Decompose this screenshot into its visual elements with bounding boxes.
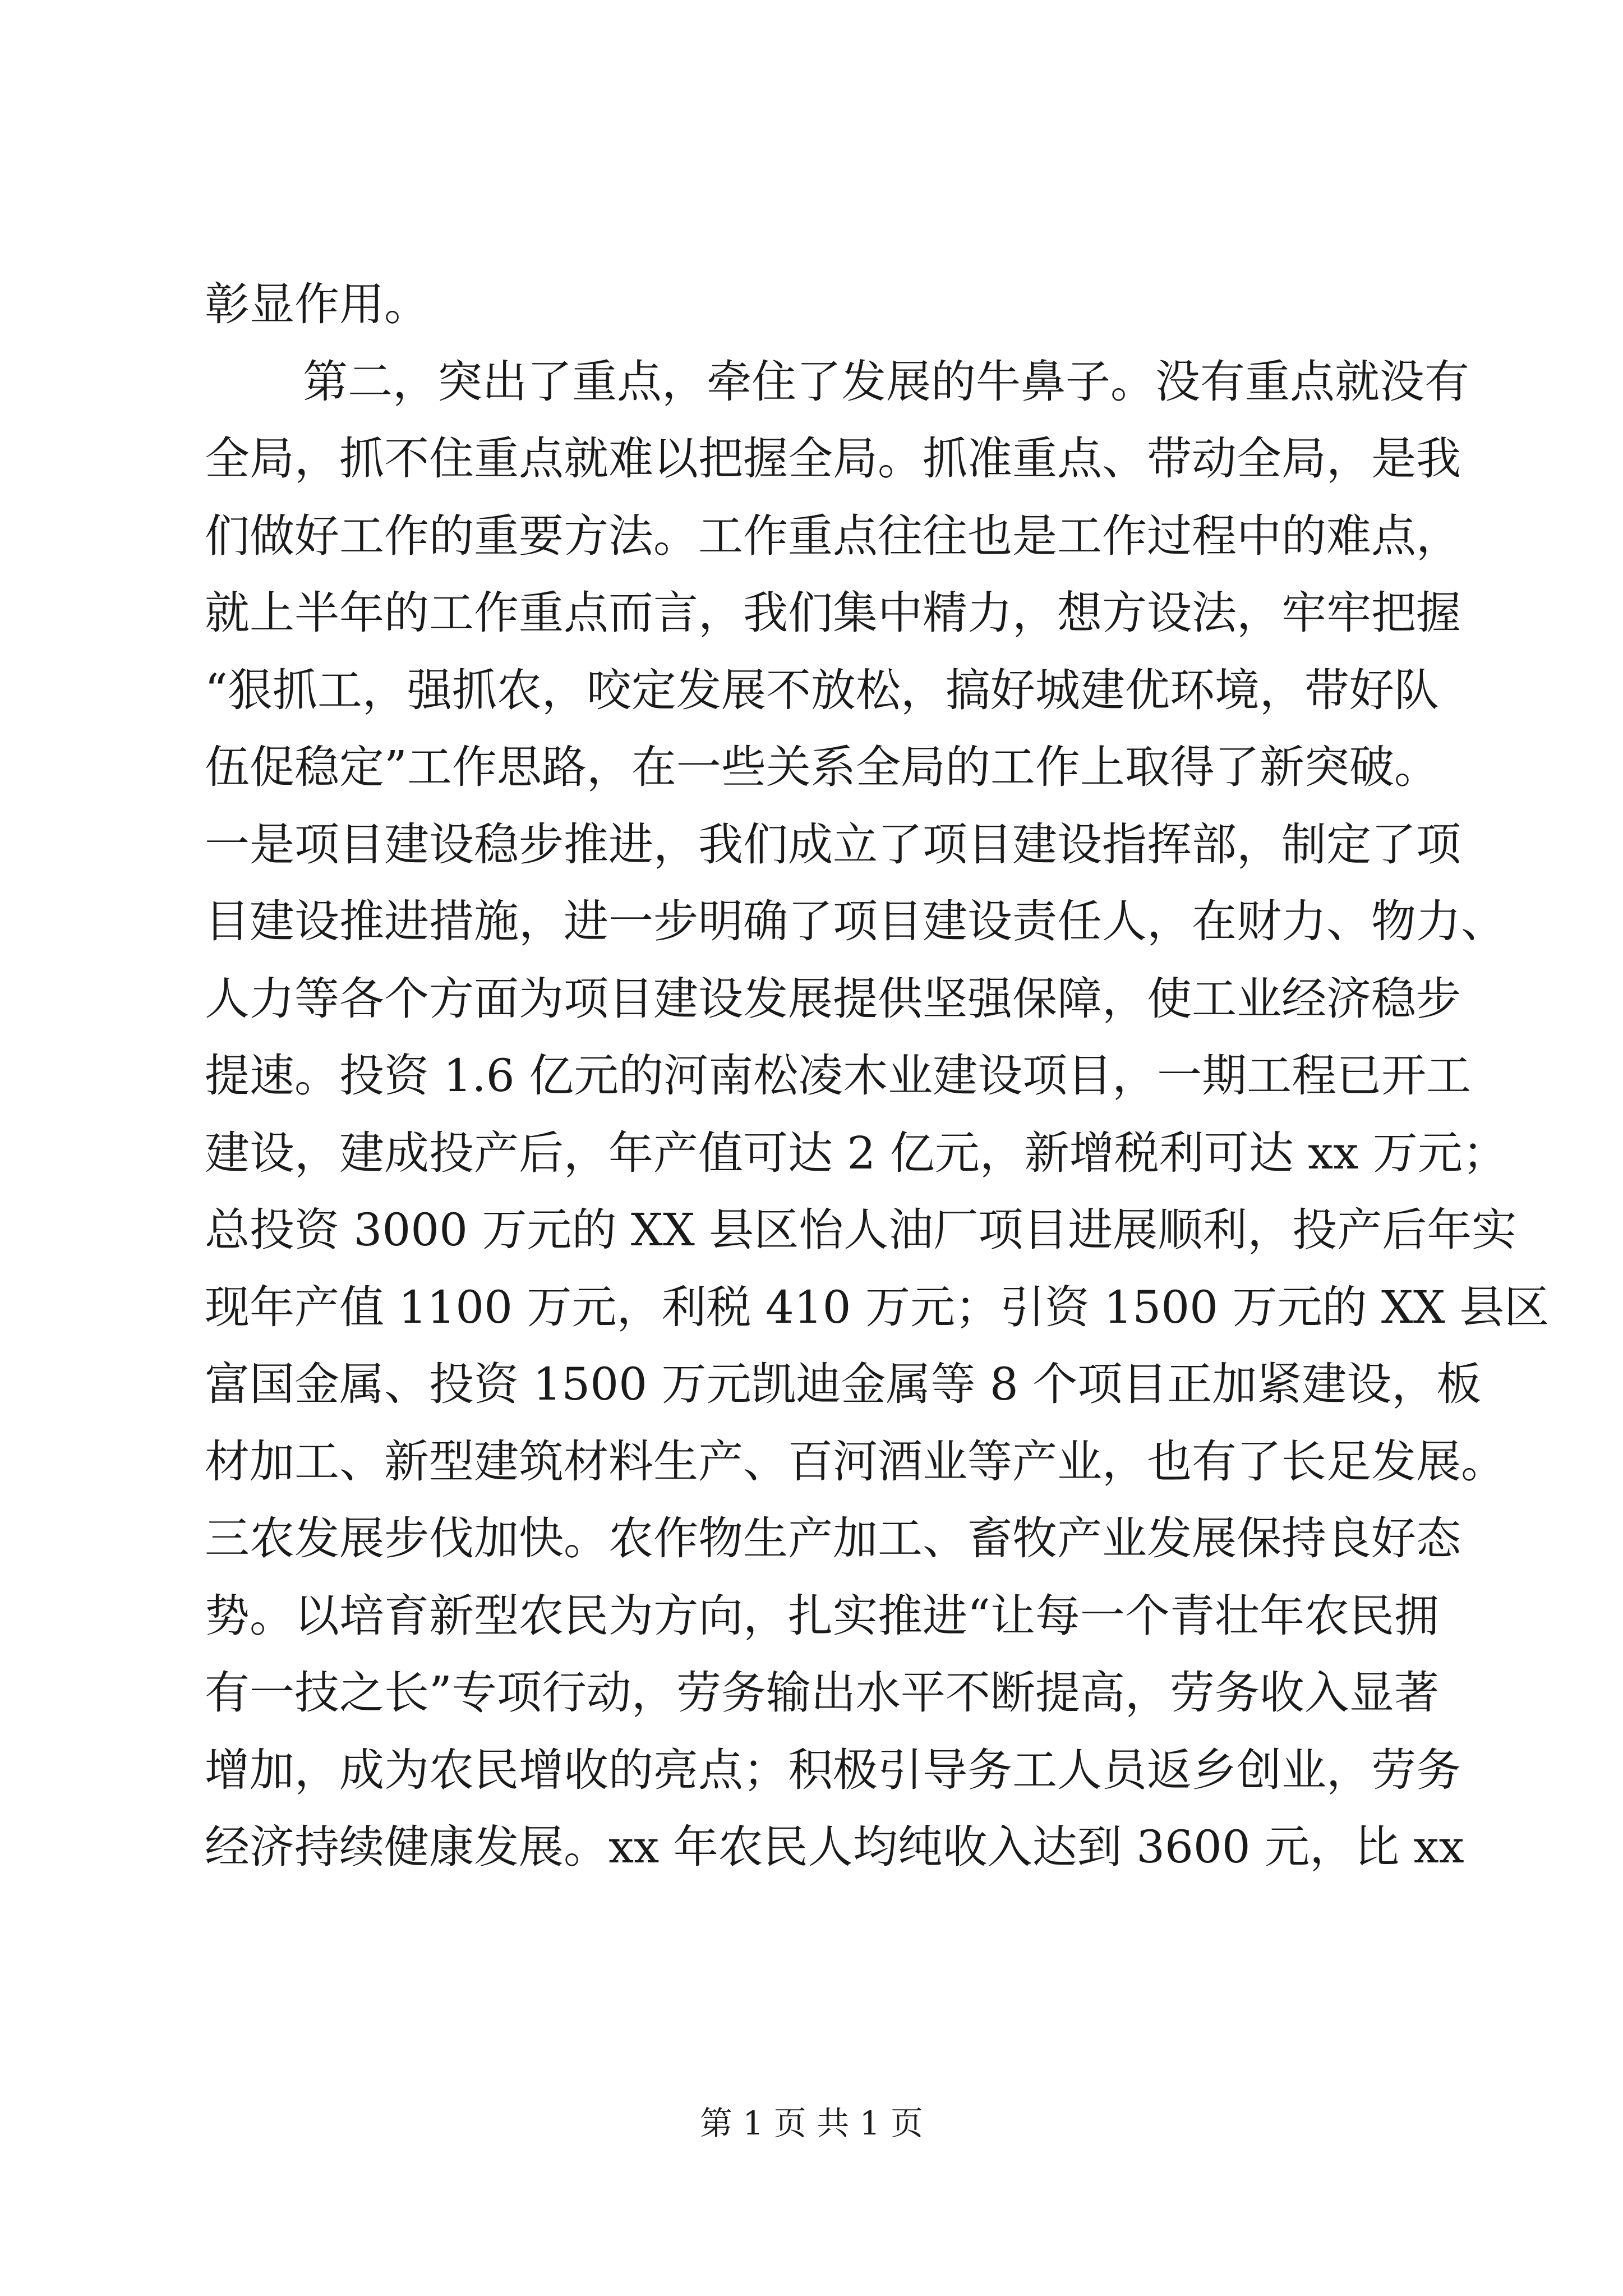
text-line: 彰显作用。 bbox=[205, 278, 429, 330]
text-line: 第二，突出了重点，牵住了发展的牛鼻子。没有重点就没有 bbox=[303, 355, 1469, 408]
text-line: 建设，建成投产后，年产值可达 2 亿元，新增税利可达 xx 万元； bbox=[205, 1126, 1507, 1179]
text-line: 经济持续健康发展。xx 年农民人均纯收入达到 3600 元，比 xx bbox=[205, 1821, 1464, 1873]
text-line: 目建设推进措施，进一步明确了项目建设责任人，在财力、物力、 bbox=[205, 895, 1506, 947]
text-line: 三农发展步伐加快。农作物生产加工、畜牧产业发展保持良好态 bbox=[205, 1512, 1461, 1565]
body-text bbox=[205, 266, 1550, 1886]
text-line: 全局，抓不住重点就难以把握全局。抓准重点、带动全局，是我 bbox=[205, 432, 1461, 485]
page-number: 第 1 页 共 1 页 bbox=[700, 2104, 923, 2142]
text-line: 富国金属、投资 1500 万元凯迪金属等 8 个项目正加紧建设，板 bbox=[205, 1358, 1482, 1410]
text-line: 们做好工作的重要方法。工作重点往往也是工作过程中的难点， bbox=[205, 509, 1461, 562]
text-line: 材加工、新型建筑材料生产、百河酒业等产业，也有了长足发展。 bbox=[205, 1435, 1506, 1488]
text-line: 势。以培育新型农民为方向，扎实推进“让每一个青壮年农民拥 bbox=[205, 1589, 1439, 1642]
text-line: 增加，成为农民增收的亮点；积极引导务工人员返乡创业，劳务 bbox=[205, 1743, 1461, 1796]
text-line: “狠抓工，强抓农，咬定发展不放松，搞好城建优环境，带好队 bbox=[205, 664, 1439, 716]
text-line: 提速。投资 1.6 亿元的河南松凌木业建设项目，一期工程已开工 bbox=[205, 1050, 1472, 1102]
text-line: 伍促稳定”工作思路，在一些关系全局的工作上取得了新突破。 bbox=[205, 741, 1439, 793]
text-line: 人力等各个方面为项目建设发展提供坚强保障，使工业经济稳步 bbox=[205, 972, 1461, 1025]
text-line: 就上半年的工作重点而言，我们集中精力，想方设法，牢牢把握 bbox=[205, 587, 1461, 639]
text-line: 一是项目建设稳步推进，我们成立了项目建设指挥部，制定了项 bbox=[205, 818, 1461, 871]
text-line: 现年产值 1100 万元，利税 410 万元；引资 1500 万元的 XX 县区 bbox=[205, 1281, 1550, 1333]
text-line: 有一技之长”专项行动，劳务输出水平不断提高，劳务收入显著 bbox=[205, 1667, 1439, 1719]
text-line: 总投资 3000 万元的 XX 县区怡人油厂项目进展顺利，投产后年实 bbox=[205, 1204, 1517, 1256]
